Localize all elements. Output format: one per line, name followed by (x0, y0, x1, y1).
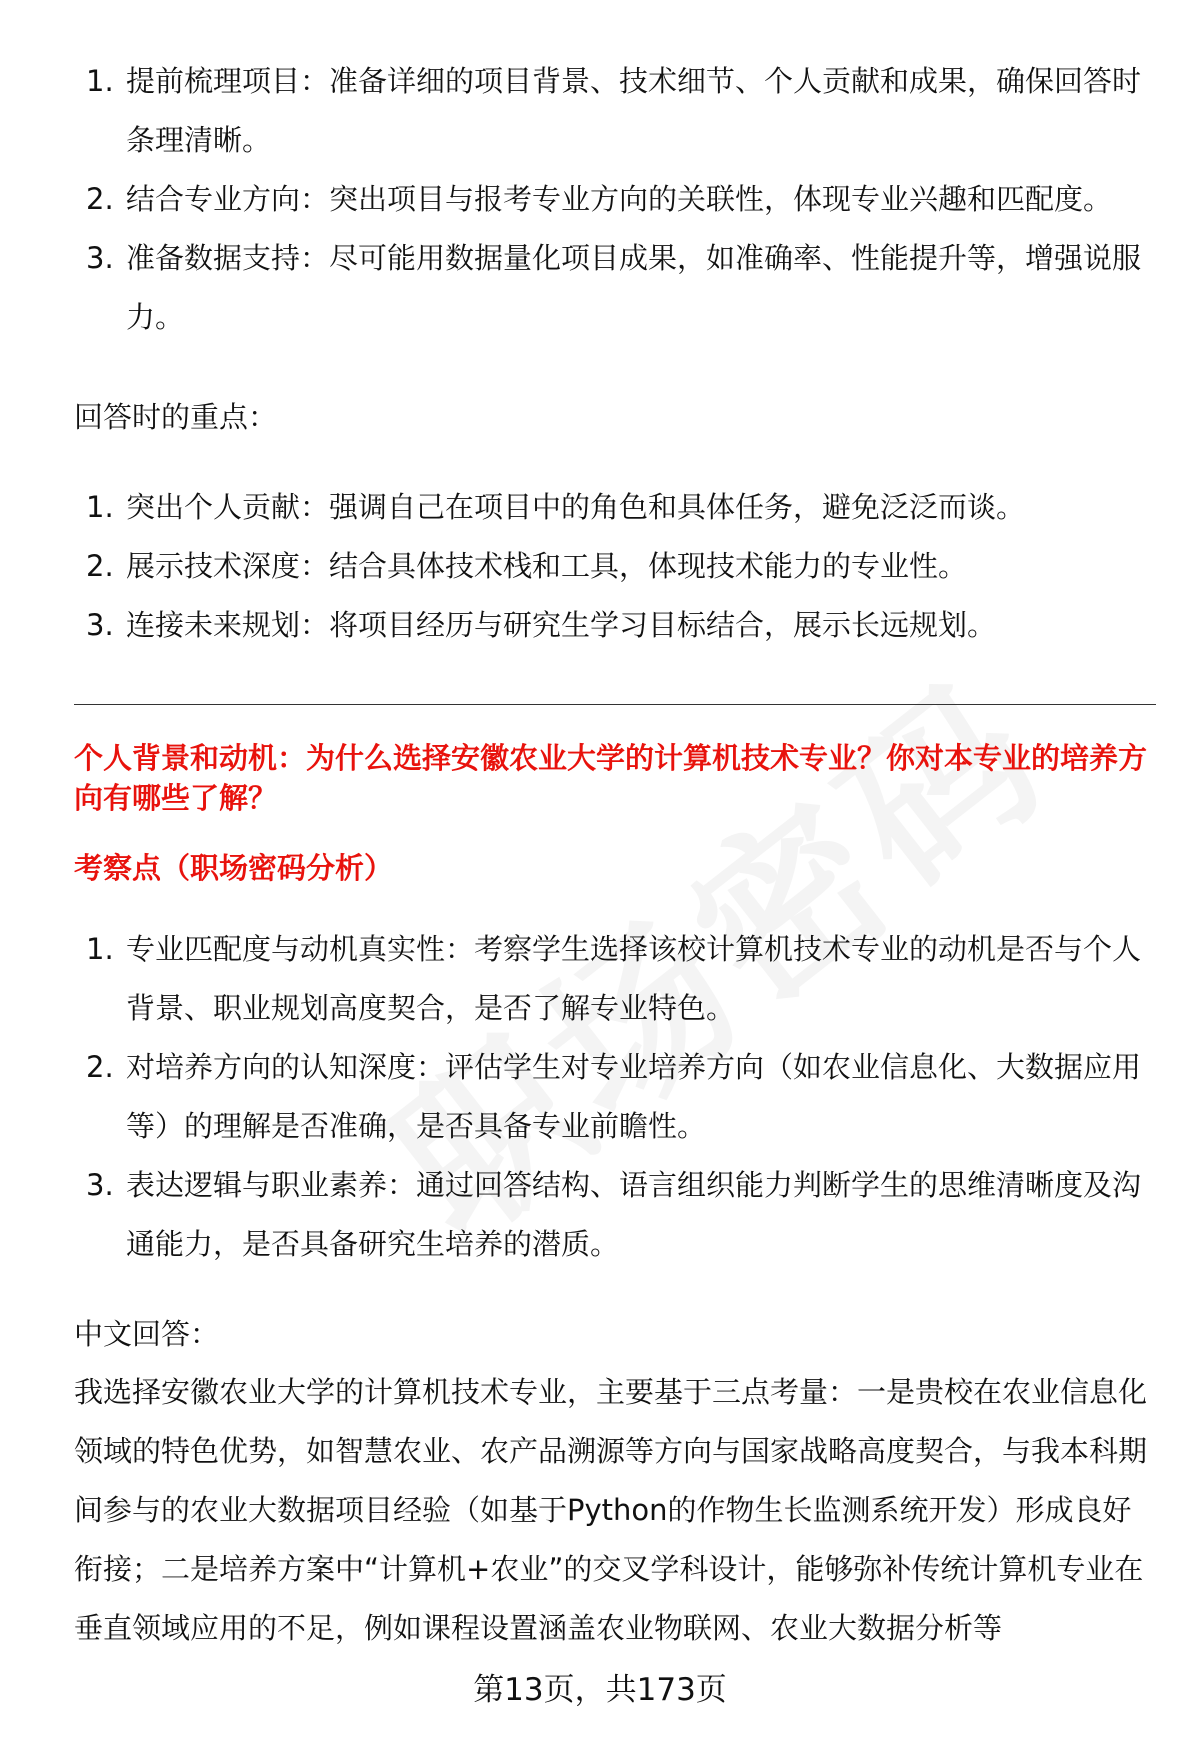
answer-label: 中文回答： (74, 1317, 220, 1351)
list-item (74, 596, 1154, 655)
list-number: 2. (86, 182, 114, 216)
list-text: 专业匹配度与动机真实性：考察学生选择该校计算机技术专业的动机是否与个人背景、职业规划高度契合，是否了解专业特色。 (126, 932, 1142, 1025)
question-title: 个人背景和动机：为什么选择安徽农业大学的计算机技术专业？你对本专业的培养方向有哪些了解？ (74, 741, 1148, 815)
focus-label: 回答时的重点： (74, 400, 278, 434)
list-number: 3. (86, 608, 114, 642)
list-number: 1. (86, 64, 114, 98)
list-text: 对培养方向的认知深度：评估学生对专业培养方向（如农业信息化、大数据应用等）的理解是否准确，是否具备专业前瞻性。 (126, 1050, 1142, 1143)
list-item (74, 229, 1154, 347)
list-number: 1. (86, 490, 114, 524)
list-text: 突出个人贡献：强调自己在项目中的角色和具体任务，避免泛泛而谈。 (126, 490, 1026, 524)
list-item (74, 52, 1154, 170)
list-text: 连接未来规划：将项目经历与研究生学习目标结合，展示长远规划。 (126, 608, 997, 642)
list-item (74, 478, 1154, 537)
list-text: 展示技术深度：结合具体技术栈和工具，体现技术能力的专业性。 (126, 549, 968, 583)
exam-points-title: 考察点（职场密码分析） (74, 851, 394, 885)
prep-list (74, 52, 1154, 347)
list-number: 2. (86, 1050, 114, 1084)
list-text: 准备数据支持：尽可能用数据量化项目成果，如准确率、性能提升等，增强说服力。 (126, 241, 1142, 334)
section-divider (74, 704, 1156, 705)
page-number: 第13页，共173页 (473, 1672, 727, 1708)
exam-points-list (74, 920, 1154, 1274)
list-item (74, 170, 1154, 229)
list-text: 提前梳理项目：准备详细的项目背景、技术细节、个人贡献和成果，确保回答时条理清晰。 (126, 64, 1142, 157)
list-number: 2. (86, 549, 114, 583)
list-number: 3. (86, 241, 114, 275)
answer-paragraph: 我选择安徽农业大学的计算机技术专业，主要基于三点考量：一是贵校在农业信息化领域的特色优势，如智慧农业、农产品溯源等方向与国家战略高度契合，与我本科期间参与的农业大数据项目经验（如基于Python的作物生长监测系统开发）形成良好衔接；二是培养方案中“计算机+农业”的交叉学科设计，能够弥补传统计算机专业在垂直领域应用的不足，例如课程设置涵盖农业物联网、农业大数据分析等 (74, 1375, 1148, 1645)
focus-list (74, 478, 1154, 655)
list-number: 1. (86, 932, 114, 966)
list-item (74, 1038, 1154, 1156)
list-item (74, 537, 1154, 596)
list-text: 结合专业方向：突出项目与报考专业方向的关联性，体现专业兴趣和匹配度。 (126, 182, 1113, 216)
list-item (74, 920, 1154, 1038)
list-item (74, 1156, 1154, 1274)
list-text: 表达逻辑与职业素养：通过回答结构、语言组织能力判断学生的思维清晰度及沟通能力，是否具备研究生培养的潜质。 (126, 1168, 1142, 1261)
list-number: 3. (86, 1168, 114, 1202)
